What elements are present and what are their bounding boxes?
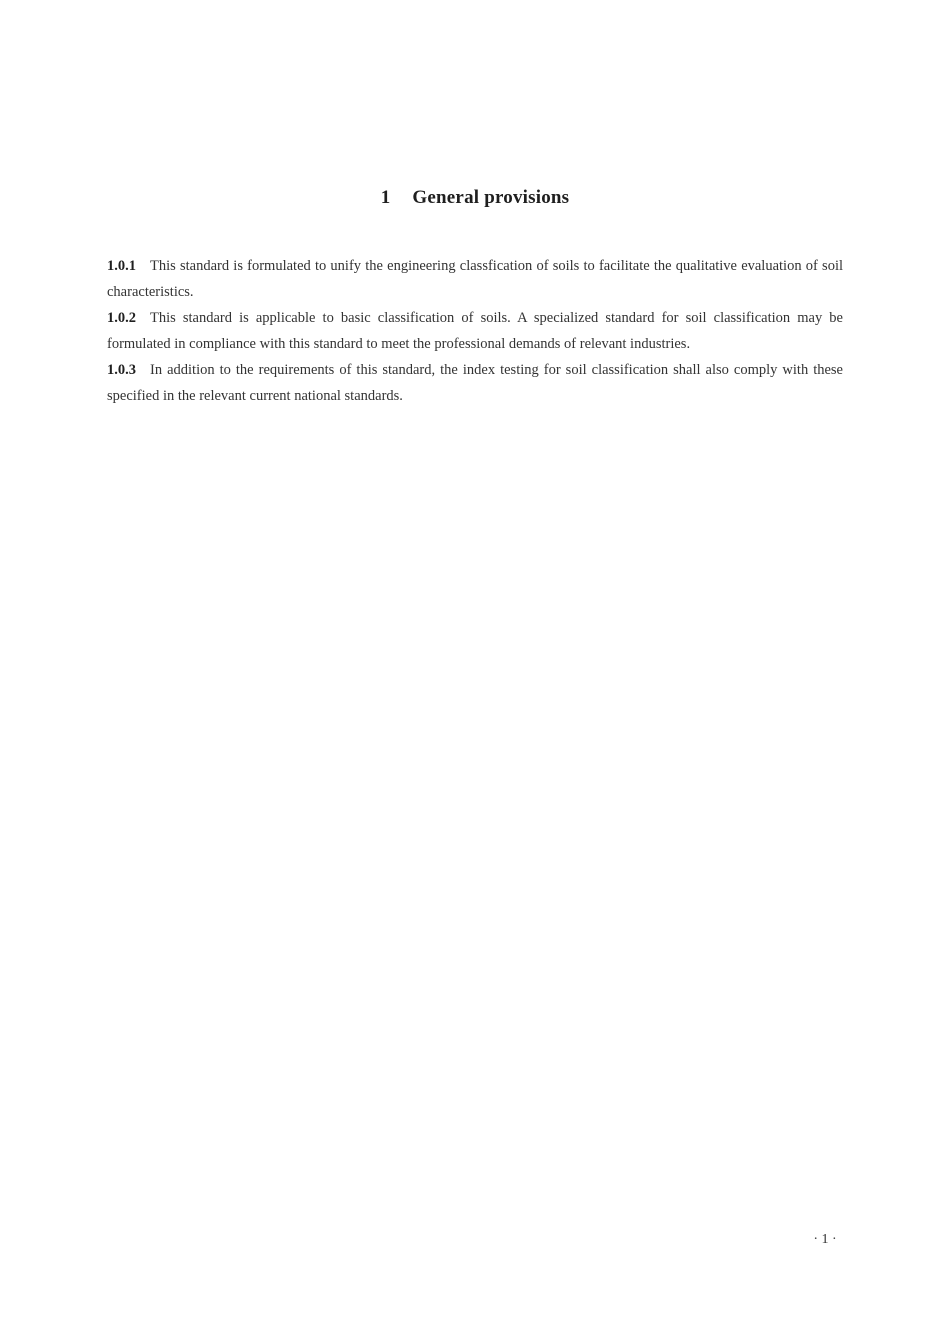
clause-number: 1.0.3	[107, 362, 136, 378]
clause-text: In addition to the requirements of this standard, the index testing for soil classification shall also comply with these specified in the relevant current national standards.	[107, 362, 843, 404]
chapter-title: General provisions	[412, 186, 570, 208]
chapter-number: 1	[380, 186, 391, 208]
clause-list	[107, 253, 843, 409]
clause-1-0-3	[107, 357, 843, 409]
clause-1-0-2	[107, 305, 843, 357]
clause-number: 1.0.1	[107, 258, 136, 274]
clause-text: This standard is applicable to basic classification of soils. A specialized standard for soil classification may be formulated in compliance with this standard to meet the professional demands of relevant industries.	[107, 310, 843, 352]
page-number: · 1 ·	[813, 1232, 837, 1247]
clause-number: 1.0.2	[107, 310, 136, 326]
clause-1-0-1	[107, 253, 843, 305]
chapter-heading	[0, 187, 950, 209]
clause-text: This standard is formulated to unify the engineering classfication of soils to facilitate the qualitative evaluation of soil characteristics.	[107, 258, 843, 300]
